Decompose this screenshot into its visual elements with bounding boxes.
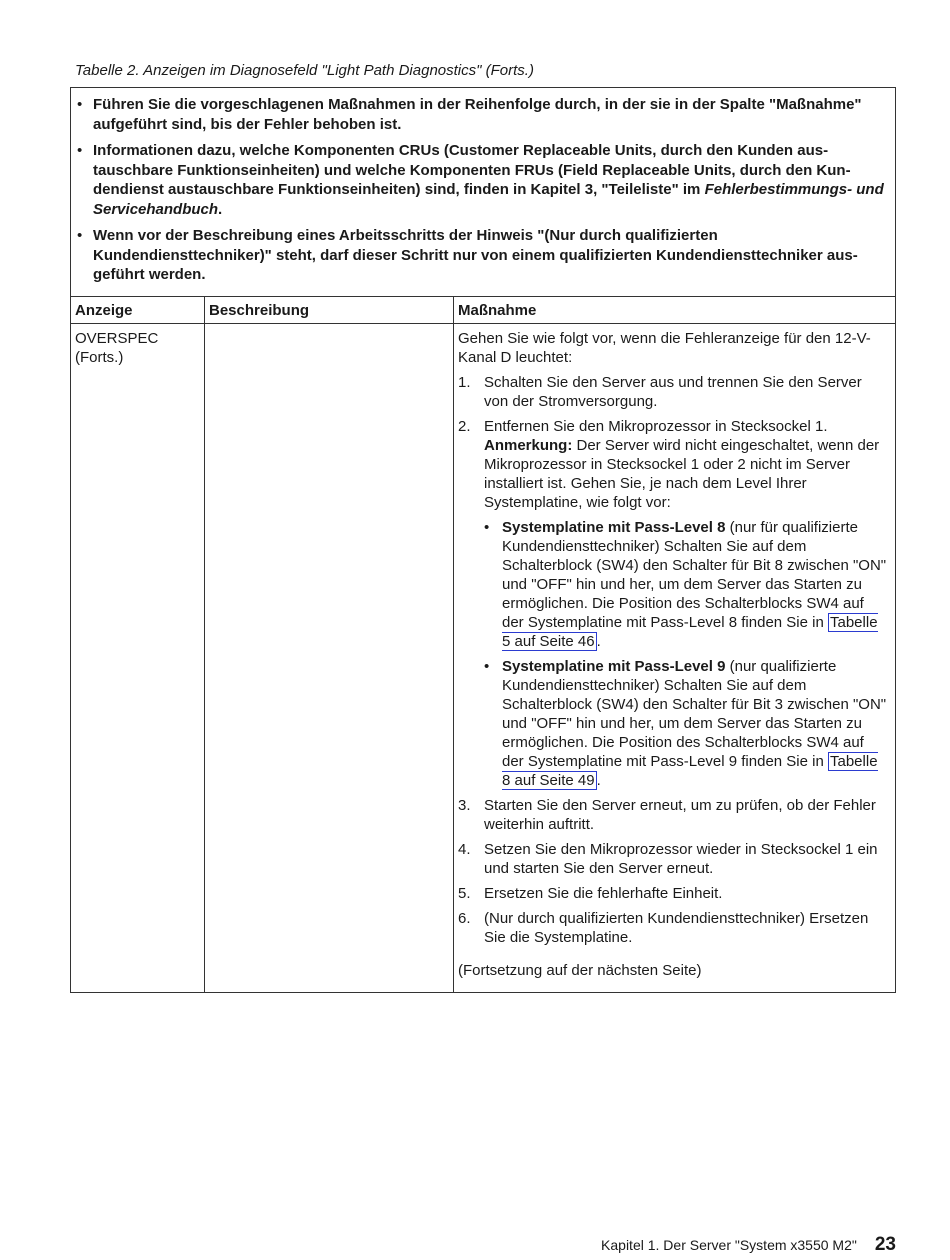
note-item [77,226,887,285]
header-beschreibung: Beschreibung [204,297,453,324]
sub-tail: . [596,771,601,789]
chapter-title: Kapitel 1. Der Server "System x3550 M2" [601,1237,857,1253]
indicator-continued: (Forts.) [75,348,124,366]
step-text: Starten Sie den Server erneut, um zu prüfen, ob der Fehler weiterhin auftritt. [484,796,876,833]
cell-anzeige [71,324,204,992]
note-text: Führen Sie die vorgeschlagenen Maßnahmen in der Reihenfolge durch, in der sie in der Spalte "Maßnahme" aufgeführt sind, bis der Fehler behoben ist. [93,96,862,133]
sub-tail: . [596,632,601,650]
cell-beschreibung [204,324,453,992]
step-item [458,373,887,411]
step-item [458,417,887,790]
step-number: 6. [458,909,471,927]
step-number: 4. [458,840,471,858]
table-8-link[interactable]: Tabelle 8 auf Seite 49 [502,752,878,789]
step-number: 1. [458,373,471,391]
sub-text [502,518,887,651]
step-text: Entfernen Sie den Mikroprozessor in Stecksockel 1. [484,417,828,435]
sub-body: (nur qualifizierte Kundendiensttechniker) Schalten Sie auf dem Schalterblock (SW4) den Schalter für Bit 3 zwischen "ON" und "OFF" hin und her, um dem Server das Starten zu ermöglichen. Die Position des Schalterblocks SW4 auf der Systemplatine mit Pass-Level 9 finden Sie in [502,657,887,770]
step-item [458,909,887,947]
note-item [77,141,887,219]
step-number: 2. [458,417,471,435]
step-text: Ersetzen Sie die fehlerhafte Einheit. [484,884,723,902]
page-number: 23 [874,1234,896,1255]
table-caption: Tabelle 2. Anzeigen im Diagnosefeld "Light Path Diagnostics" (Forts.) [75,62,534,79]
sub-title: Systemplatine mit Pass-Level 8 [502,518,726,536]
step-item [458,796,887,834]
diagnostics-table [70,87,896,993]
sub-text [502,657,887,790]
header-massnahme: Maßnahme [453,297,895,324]
continued-note: (Fortsetzung auf der nächsten Seite) [458,961,702,979]
note-item [77,95,887,134]
step-text: Setzen Sie den Mikroprozessor wieder in Stecksockel 1 ein und starten Sie den Server erneut. [484,840,878,877]
bullet-icon: • [484,518,490,536]
action-intro: Gehen Sie wie folgt vor, wenn die Fehleranzeige für den 12-V-Kanal D leuchtet: [458,329,871,366]
step-item [458,840,887,878]
sub-item [484,518,887,651]
table-grid [71,297,895,992]
page-footer [601,1234,896,1256]
note-body: Der Server wird nicht eingeschaltet, wenn der Mikroprozessor in Stecksockel 1 oder 2 nicht im Server installiert ist. Gehen Sie, je nach dem Level Ihrer Systemplatine, wie folgt vor: [484,436,880,511]
step-text: Schalten Sie den Server aus und trennen Sie den Server von der Stromversorgung. [484,373,862,410]
note-text: Wenn vor der Beschreibung eines Arbeitsschritts der Hinweis "(Nur durch qualifizierten Kundendiensttechniker)" steht, darf dieser Schritt nur von einem qualifizierten Kundendiensttechniker ausgeführt werden. [93,227,858,283]
sub-title: Systemplatine mit Pass-Level 9 [502,657,726,675]
note-tail: . [218,200,223,218]
sub-body: (nur für qualifizierte Kundendiensttechniker) Schalten Sie auf dem Schalterblock (SW4) den Schalter für Bit 8 zwischen "ON" und "OFF" hin und her, um dem Server das Starten zu ermöglichen. Die Position des Schalterblocks SW4 auf der Systemplatine mit Pass-Level 8 finden Sie in [502,518,887,631]
table-5-link[interactable]: Tabelle 5 auf Seite 46 [502,613,878,650]
note-label: Anmerkung: [484,436,573,454]
step-note [484,436,887,512]
step-number: 3. [458,796,471,814]
step-content [484,417,887,790]
indicator-name: OVERSPEC [75,329,159,347]
step-item [458,884,887,903]
bullet-icon: • [484,657,490,675]
step-text: (Nur durch qualifizierten Kundendiensttechniker) Ersetzen Sie die Systemplatine. [484,909,869,946]
step-number: 5. [458,884,471,902]
note-text: Informationen dazu, welche Komponenten CRUs (Customer Replaceable Units, durch den Kunden austauschbare Funktionseinheiten) und welche Komponenten FRUs (Field Replaceable Units, durch den Kundendienst austauschbare Funktionseinheiten) sind, finden in Kapitel 3, "Teileliste" im [93,142,851,198]
sub-item [484,657,887,790]
notes-section [71,88,895,297]
note-emphasis: Fehlerbestimmungs- und Servicehandbuch [93,181,884,218]
cell-massnahme [453,324,895,992]
header-anzeige: Anzeige [71,297,204,324]
